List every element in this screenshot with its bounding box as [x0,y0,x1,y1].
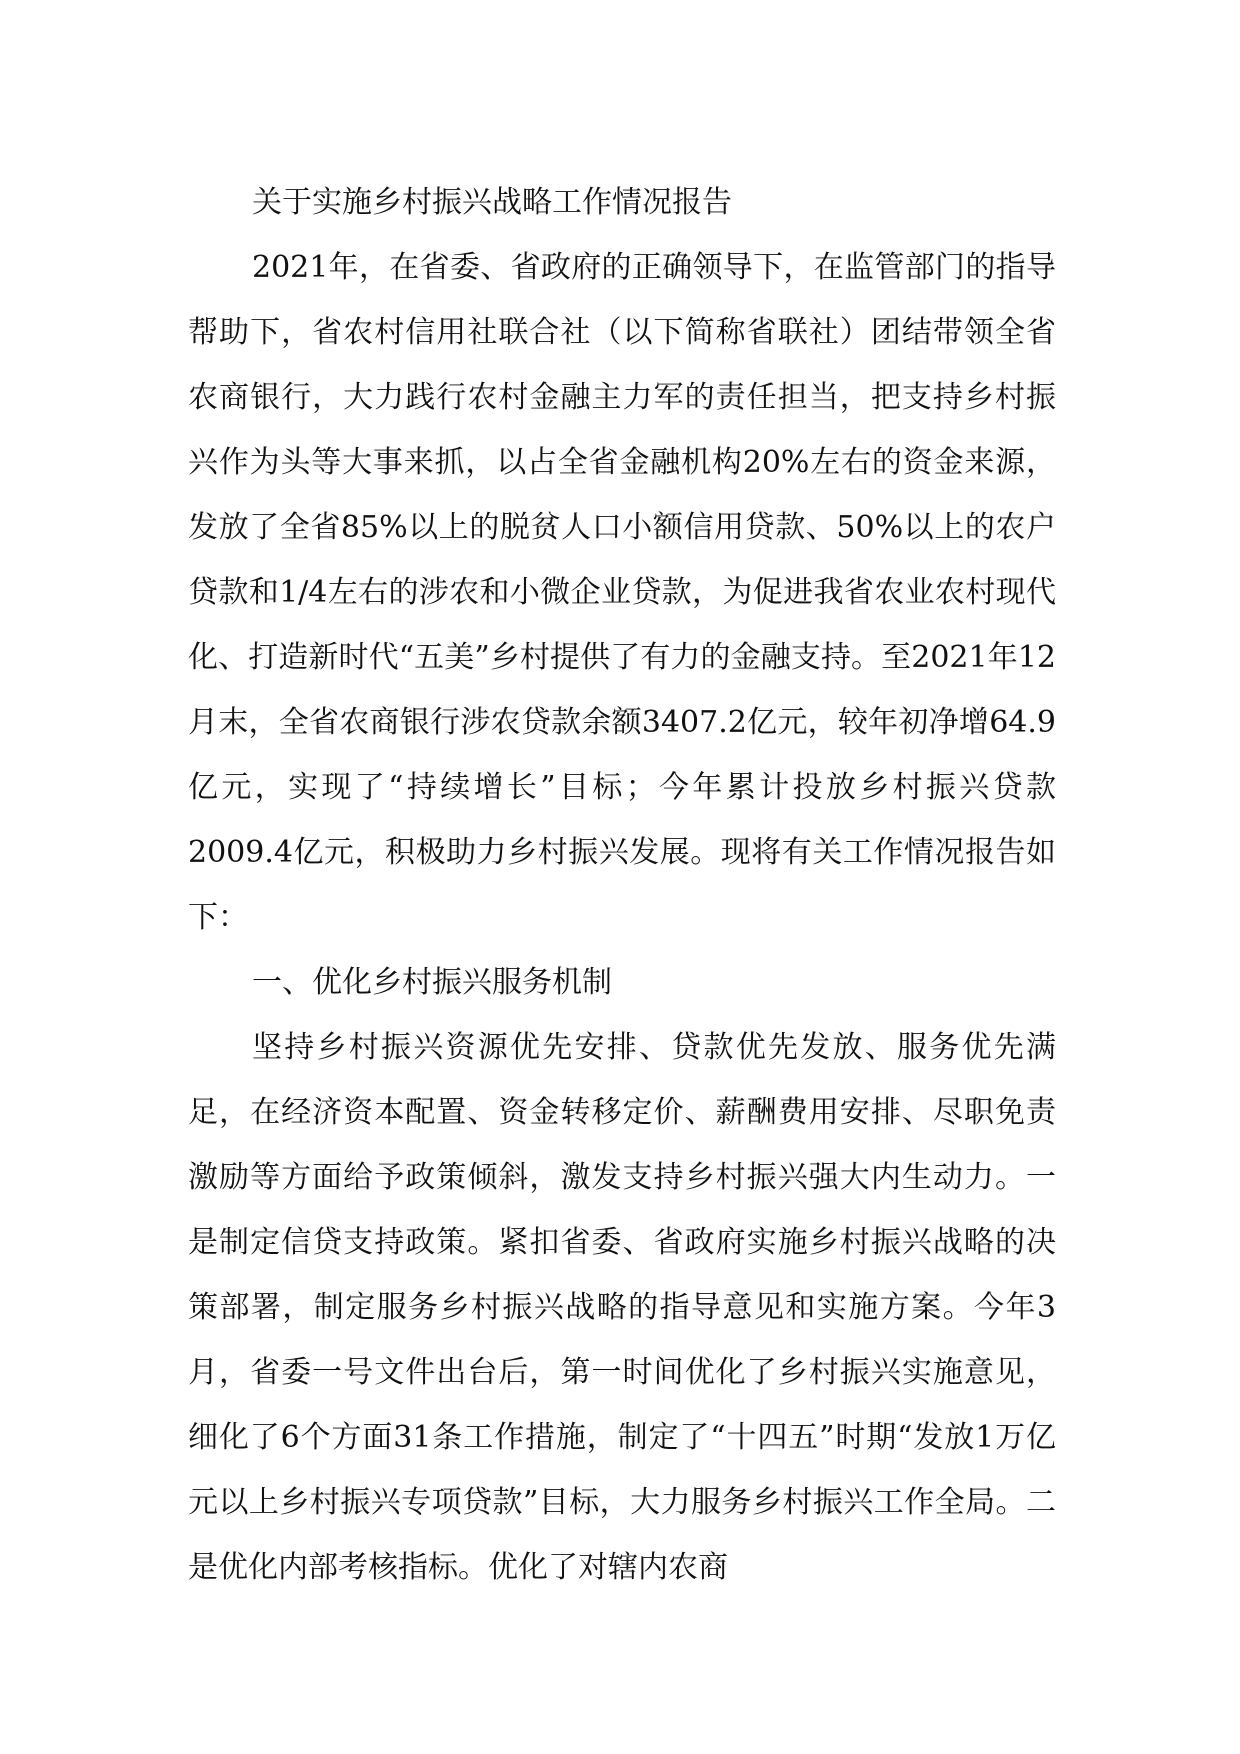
section-heading-1: 一、优化乡村振兴服务机制 [252,965,612,1000]
paragraph-intro: 2021年，在省委、省政府的正确领导下，在监管部门的指导帮助下，省农村信用社联合社（以下简称省联社）团结带领全省农商银行，大力践行农村金融主力军的责任担当，把支持乡村振兴作为头等大事来抓，以占全省金融机构20%左右的资金来源，发放了全省85%以上的脱贫人口小额信用贷款、50%以上的农户贷款和1/4左右的涉农和小微企业贷款，为促进我省农业农村现代化、打造新时代“五美”乡村提供了有力的金融支持。至2021年12月末，全省农商银行涉农贷款余额3407.2亿元，较年初净增64.9亿元，实现了“持续增长”目标；今年累计投放乡村振兴贷款2009.4亿元，积极助力乡村振兴发展。现将有关工作情况报告如下： [188,250,1056,935]
document-title: 关于实施乡村振兴战略工作情况报告 [252,185,732,220]
document-body [188,170,1056,1600]
paragraph-section-1: 坚持乡村振兴资源优先安排、贷款优先发放、服务优先满足，在经济资本配置、资金转移定价、薪酬费用安排、尽职免责激励等方面给予政策倾斜，激发支持乡村振兴强大内生动力。一是制定信贷支持政策。紧扣省委、省政府实施乡村振兴战略的决策部署，制定服务乡村振兴战略的指导意见和实施方案。今年3月，省委一号文件出台后，第一时间优化了乡村振兴实施意见，细化了6个方面31条工作措施，制定了“十四五”时期“发放1万亿元以上乡村振兴专项贷款”目标，大力服务乡村振兴工作全局。二是优化内部考核指标。优化了对辖内农商 [188,1030,1056,1585]
